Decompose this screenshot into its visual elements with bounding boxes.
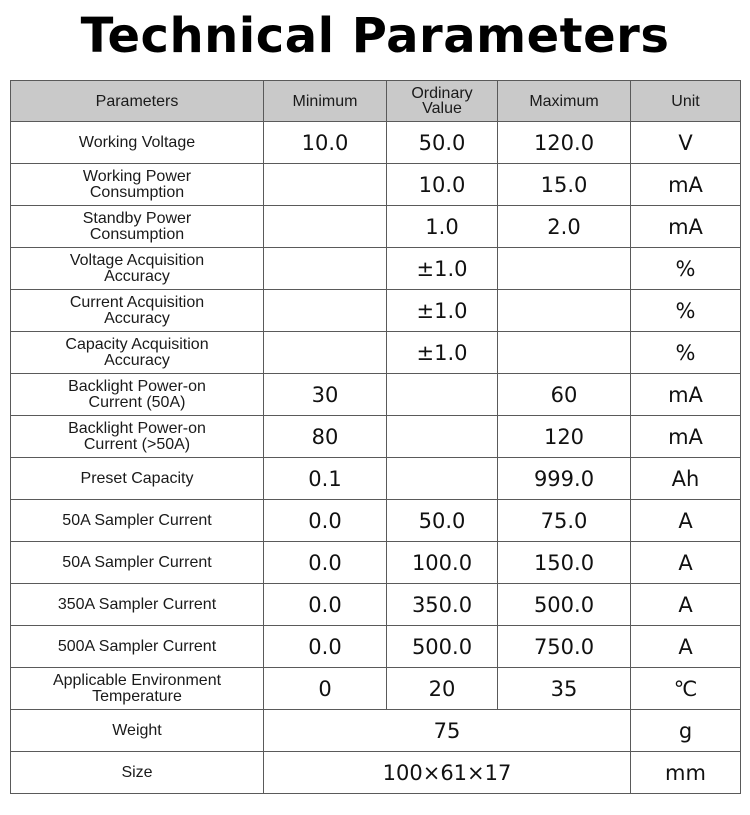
header-unit: Unit [631, 81, 741, 122]
minimum-value: 0.1 [264, 458, 387, 500]
unit-value: % [631, 290, 741, 332]
minimum-value [264, 332, 387, 374]
unit-value: mm [631, 752, 741, 794]
ordinary-value [387, 458, 498, 500]
ordinary-value: 50.0 [387, 500, 498, 542]
minimum-value: 0.0 [264, 584, 387, 626]
parameter-name: Size [11, 752, 264, 794]
table-row [11, 668, 741, 710]
maximum-value: 500.0 [498, 584, 631, 626]
parameter-name: Backlight Power-on Current (50A) [11, 374, 264, 416]
minimum-value: 30 [264, 374, 387, 416]
minimum-value [264, 248, 387, 290]
ordinary-value: 500.0 [387, 626, 498, 668]
parameter-name: Backlight Power-on Current (>50A) [11, 416, 264, 458]
header-ordinary-value: Ordinary Value [387, 81, 498, 122]
table-row [11, 458, 741, 500]
weight-value: 75 [264, 710, 631, 752]
table-row [11, 500, 741, 542]
table-row [11, 248, 741, 290]
unit-value: A [631, 626, 741, 668]
table-row [11, 584, 741, 626]
parameter-name: Working Power Consumption [11, 164, 264, 206]
parameter-name: Preset Capacity [11, 458, 264, 500]
table-row [11, 332, 741, 374]
parameter-name: Weight [11, 710, 264, 752]
ordinary-value: 350.0 [387, 584, 498, 626]
maximum-value: 35 [498, 668, 631, 710]
unit-value: mA [631, 416, 741, 458]
unit-value: g [631, 710, 741, 752]
parameter-name: Current Acquisition Accuracy [11, 290, 264, 332]
maximum-value: 120.0 [498, 122, 631, 164]
table-row [11, 710, 741, 752]
unit-value: V [631, 122, 741, 164]
table-row [11, 206, 741, 248]
unit-value: ℃ [631, 668, 741, 710]
unit-value: A [631, 542, 741, 584]
maximum-value: 150.0 [498, 542, 631, 584]
parameter-name: 50A Sampler Current [11, 500, 264, 542]
header-maximum: Maximum [498, 81, 631, 122]
unit-value: mA [631, 206, 741, 248]
minimum-value: 0.0 [264, 626, 387, 668]
maximum-value [498, 248, 631, 290]
parameter-name: 50A Sampler Current [11, 542, 264, 584]
unit-value: mA [631, 164, 741, 206]
ordinary-value [387, 374, 498, 416]
parameter-name: Working Voltage [11, 122, 264, 164]
parameter-name: 500A Sampler Current [11, 626, 264, 668]
header-minimum: Minimum [264, 81, 387, 122]
parameter-name: Standby Power Consumption [11, 206, 264, 248]
ordinary-value: 20 [387, 668, 498, 710]
unit-value: mA [631, 374, 741, 416]
minimum-value [264, 290, 387, 332]
ordinary-value: 10.0 [387, 164, 498, 206]
table-row [11, 122, 741, 164]
minimum-value: 0 [264, 668, 387, 710]
unit-value: A [631, 584, 741, 626]
maximum-value: 75.0 [498, 500, 631, 542]
ordinary-value: ±1.0 [387, 248, 498, 290]
maximum-value: 120 [498, 416, 631, 458]
table-row [11, 752, 741, 794]
parameter-name: 350A Sampler Current [11, 584, 264, 626]
technical-parameters-table [10, 80, 741, 794]
minimum-value: 10.0 [264, 122, 387, 164]
minimum-value [264, 164, 387, 206]
table-row [11, 626, 741, 668]
maximum-value: 60 [498, 374, 631, 416]
table-header-row [11, 81, 741, 122]
size-value: 100×61×17 [264, 752, 631, 794]
table-row [11, 164, 741, 206]
minimum-value: 0.0 [264, 500, 387, 542]
maximum-value: 750.0 [498, 626, 631, 668]
ordinary-value: ±1.0 [387, 332, 498, 374]
header-parameters: Parameters [11, 81, 264, 122]
unit-value: % [631, 248, 741, 290]
unit-value: % [631, 332, 741, 374]
parameter-name: Applicable Environment Temperature [11, 668, 264, 710]
ordinary-value: ±1.0 [387, 290, 498, 332]
maximum-value: 999.0 [498, 458, 631, 500]
ordinary-value: 100.0 [387, 542, 498, 584]
maximum-value [498, 332, 631, 374]
ordinary-value: 50.0 [387, 122, 498, 164]
table-row [11, 374, 741, 416]
minimum-value: 80 [264, 416, 387, 458]
unit-value: A [631, 500, 741, 542]
table-row [11, 542, 741, 584]
maximum-value: 2.0 [498, 206, 631, 248]
unit-value: Ah [631, 458, 741, 500]
page-title: Technical Parameters [80, 8, 670, 64]
ordinary-value [387, 416, 498, 458]
minimum-value: 0.0 [264, 542, 387, 584]
maximum-value [498, 290, 631, 332]
table-row [11, 290, 741, 332]
ordinary-value: 1.0 [387, 206, 498, 248]
parameter-name: Voltage Acquisition Accuracy [11, 248, 264, 290]
minimum-value [264, 206, 387, 248]
maximum-value: 15.0 [498, 164, 631, 206]
table-row [11, 416, 741, 458]
parameter-name: Capacity Acquisition Accuracy [11, 332, 264, 374]
